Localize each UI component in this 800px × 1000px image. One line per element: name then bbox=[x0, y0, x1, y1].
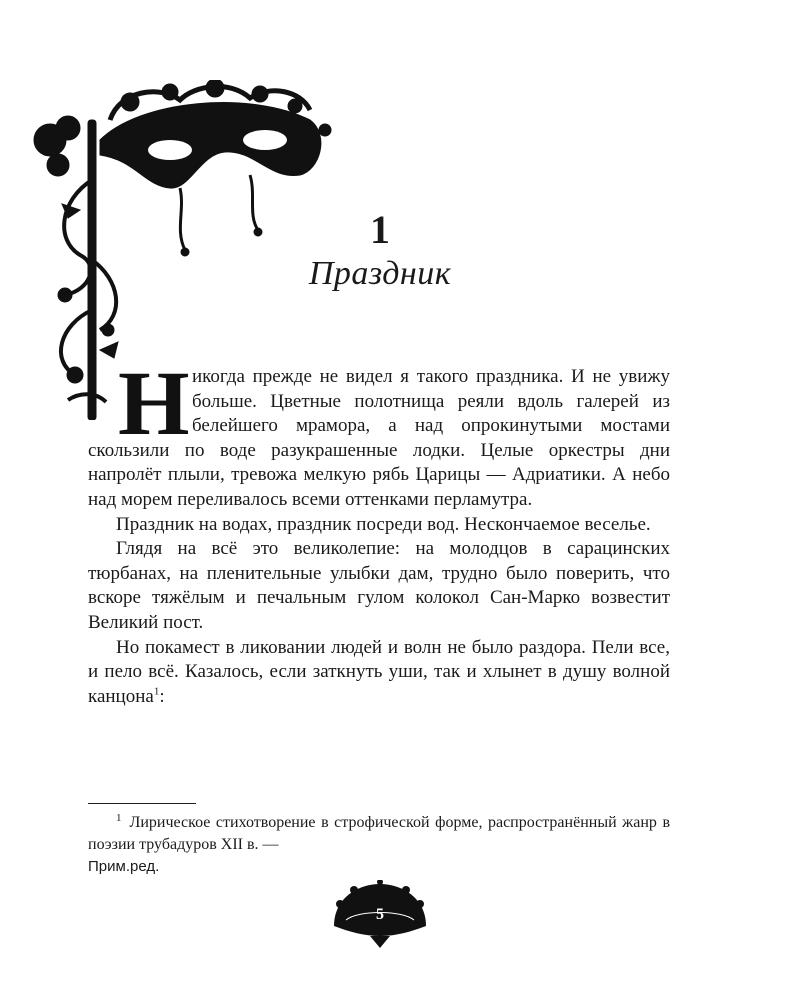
footnote bbox=[88, 812, 670, 878]
paragraph-text: Но покамест в ликовании людей и волн не было раздора. Пели все, и пело всё. Казалось, если заткнуть уши, так и хлынет в душу волной канцона bbox=[88, 636, 670, 707]
paragraph-2: Праздник на водах, праздник посреди вод. Нескончаемое веселье. bbox=[116, 513, 651, 535]
paragraph-1 bbox=[88, 352, 670, 513]
chapter-number: 1 bbox=[370, 207, 390, 252]
footnote-divider bbox=[88, 803, 196, 804]
paragraph-4 bbox=[88, 636, 670, 710]
drop-cap: Н bbox=[118, 352, 190, 454]
footnote-mark: 1 bbox=[116, 811, 122, 824]
chapter-title: Праздник bbox=[308, 255, 452, 292]
footnote-text bbox=[88, 812, 670, 856]
body-text bbox=[88, 352, 670, 709]
footnote-editor-note: Прим.ред. bbox=[88, 858, 160, 875]
footnote-body: Лирическое стихотворение в строфической форме, распространённый жанр в поэзии трубадуров XII в. — bbox=[88, 814, 670, 853]
page-number: 5 bbox=[376, 906, 384, 923]
paragraph-3: Глядя на всё это великолепие: на молодцов в сарацинских тюрбанах, на пленительные улыбки дам, трудно было поверить, что вскоре тяжёлым и печальным гулом колокол Сан-Марко возвестит Великий пост. bbox=[88, 538, 670, 633]
paragraph-end: : bbox=[159, 685, 165, 707]
mask-shape bbox=[100, 103, 321, 189]
footnote-reference[interactable]: 1 bbox=[153, 685, 160, 698]
paragraph-text: икогда прежде не видел я такого праздника. И не увижу больше. Цветные полотнища реяли вдоль галерей из белейшего мрамора, а над опрокинутыми мостами скользили по воде разукрашенные лодки. Целые оркестры дни напролёт плыли, тревожа мелкую рябь Царицы — Адриатики. А небо над морем переливалось всеми оттенками перламутра. bbox=[88, 366, 670, 510]
